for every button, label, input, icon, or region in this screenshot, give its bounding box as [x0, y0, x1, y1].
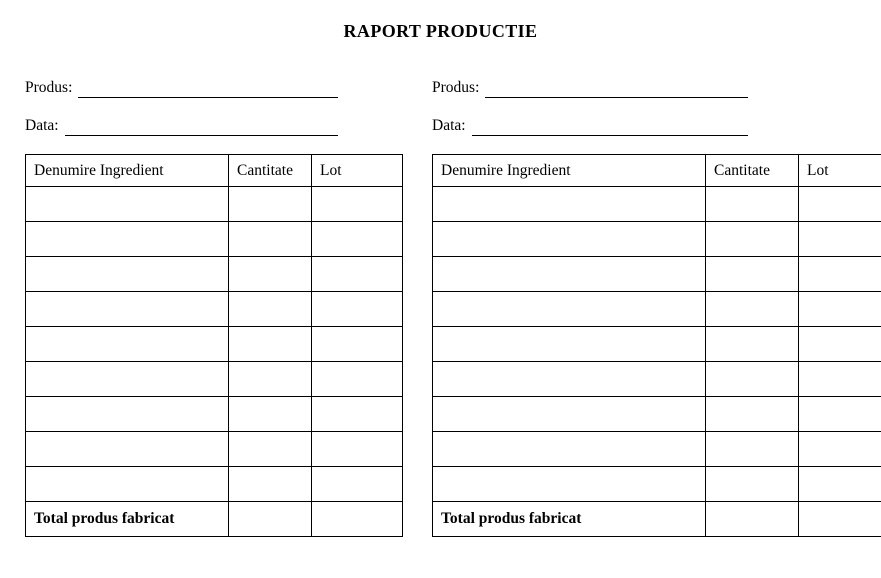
lot-cell[interactable]: [799, 327, 881, 362]
table-body: [26, 187, 403, 502]
ingredients-table: [432, 154, 881, 537]
lot-cell[interactable]: [799, 222, 881, 257]
total-row: [433, 502, 881, 537]
ingredient-row: [26, 292, 403, 327]
header-denumire-ingredient: Denumire Ingredient: [26, 155, 229, 187]
document-title: RAPORT PRODUCTIE: [343, 21, 538, 41]
lot-cell[interactable]: [799, 467, 881, 502]
lot-cell[interactable]: [312, 257, 403, 292]
produs-field: [25, 78, 338, 98]
total-label: Total produs fabricat: [26, 502, 229, 537]
total-row: [26, 502, 403, 537]
cantitate-cell[interactable]: [229, 257, 312, 292]
data-fill-line[interactable]: [65, 116, 338, 136]
cantitate-cell[interactable]: [229, 397, 312, 432]
header-lot: Lot: [799, 155, 881, 187]
ingredient-name-cell[interactable]: [26, 187, 229, 222]
cantitate-cell[interactable]: [706, 467, 799, 502]
ingredient-row: [433, 362, 881, 397]
ingredient-name-cell[interactable]: [26, 467, 229, 502]
cantitate-cell[interactable]: [229, 467, 312, 502]
ingredient-row: [26, 187, 403, 222]
lot-cell[interactable]: [799, 292, 881, 327]
ingredient-name-cell[interactable]: [26, 397, 229, 432]
ingredient-row: [433, 327, 881, 362]
cantitate-cell[interactable]: [706, 397, 799, 432]
ingredients-table: [25, 154, 403, 537]
ingredient-name-cell[interactable]: [433, 467, 706, 502]
ingredient-row: [433, 467, 881, 502]
cantitate-cell[interactable]: [706, 327, 799, 362]
lot-cell[interactable]: [799, 187, 881, 222]
data-field: [25, 116, 338, 136]
ingredient-row: [433, 257, 881, 292]
ingredient-row: [433, 397, 881, 432]
ingredient-name-cell[interactable]: [433, 222, 706, 257]
ingredient-name-cell[interactable]: [433, 292, 706, 327]
produs-fill-line[interactable]: [485, 78, 748, 98]
total-label: Total produs fabricat: [433, 502, 706, 537]
lot-cell[interactable]: [799, 432, 881, 467]
header-cantitate: Cantitate: [229, 155, 312, 187]
produs-field: [432, 78, 748, 98]
ingredient-name-cell[interactable]: [26, 257, 229, 292]
cantitate-cell[interactable]: [706, 292, 799, 327]
ingredient-name-cell[interactable]: [433, 327, 706, 362]
ingredient-name-cell[interactable]: [433, 187, 706, 222]
cantitate-cell[interactable]: [229, 222, 312, 257]
ingredient-row: [433, 222, 881, 257]
ingredient-row: [433, 292, 881, 327]
table-header-row: [433, 155, 881, 187]
cantitate-cell[interactable]: [229, 292, 312, 327]
cantitate-cell[interactable]: [229, 327, 312, 362]
lot-cell[interactable]: [312, 467, 403, 502]
ingredient-row: [26, 467, 403, 502]
data-fill-line[interactable]: [472, 116, 748, 136]
data-field: [432, 116, 748, 136]
lot-cell[interactable]: [312, 327, 403, 362]
cantitate-cell[interactable]: [706, 432, 799, 467]
ingredient-name-cell[interactable]: [433, 397, 706, 432]
lot-cell[interactable]: [312, 362, 403, 397]
lot-cell[interactable]: [312, 222, 403, 257]
cantitate-cell[interactable]: [229, 187, 312, 222]
ingredient-name-cell[interactable]: [26, 292, 229, 327]
cantitate-cell[interactable]: [229, 362, 312, 397]
form-panel-left: [25, 78, 373, 537]
lot-cell[interactable]: [312, 292, 403, 327]
ingredient-name-cell[interactable]: [433, 362, 706, 397]
lot-cell[interactable]: [799, 397, 881, 432]
ingredient-row: [26, 257, 403, 292]
lot-cell[interactable]: [312, 187, 403, 222]
form-panels: [25, 78, 881, 537]
cantitate-cell[interactable]: [706, 362, 799, 397]
header-lot: Lot: [312, 155, 403, 187]
total-cantitate-cell[interactable]: [706, 502, 799, 537]
produs-fill-line[interactable]: [78, 78, 338, 98]
data-label: Data:: [25, 117, 59, 134]
ingredient-row: [26, 397, 403, 432]
ingredient-row: [26, 432, 403, 467]
ingredient-row: [26, 362, 403, 397]
produs-label: Produs:: [432, 79, 480, 96]
cantitate-cell[interactable]: [229, 432, 312, 467]
lot-cell[interactable]: [799, 257, 881, 292]
header-cantitate: Cantitate: [706, 155, 799, 187]
total-cantitate-cell[interactable]: [229, 502, 312, 537]
ingredient-name-cell[interactable]: [26, 362, 229, 397]
ingredient-name-cell[interactable]: [26, 432, 229, 467]
produs-label: Produs:: [25, 79, 73, 96]
cantitate-cell[interactable]: [706, 257, 799, 292]
table-header-row: [26, 155, 403, 187]
lot-cell[interactable]: [312, 432, 403, 467]
form-panel-right: [432, 78, 857, 537]
ingredient-name-cell[interactable]: [26, 327, 229, 362]
lot-cell[interactable]: [312, 397, 403, 432]
data-label: Data:: [432, 117, 466, 134]
table-body: [433, 187, 881, 502]
ingredient-name-cell[interactable]: [433, 432, 706, 467]
ingredient-row: [433, 187, 881, 222]
ingredient-name-cell[interactable]: [26, 222, 229, 257]
cantitate-cell[interactable]: [706, 187, 799, 222]
header-denumire-ingredient: Denumire Ingredient: [433, 155, 706, 187]
ingredient-name-cell[interactable]: [433, 257, 706, 292]
cantitate-cell[interactable]: [706, 222, 799, 257]
lot-cell[interactable]: [799, 362, 881, 397]
total-lot-cell[interactable]: [799, 502, 881, 537]
ingredient-row: [433, 432, 881, 467]
total-lot-cell[interactable]: [312, 502, 403, 537]
ingredient-row: [26, 327, 403, 362]
ingredient-row: [26, 222, 403, 257]
